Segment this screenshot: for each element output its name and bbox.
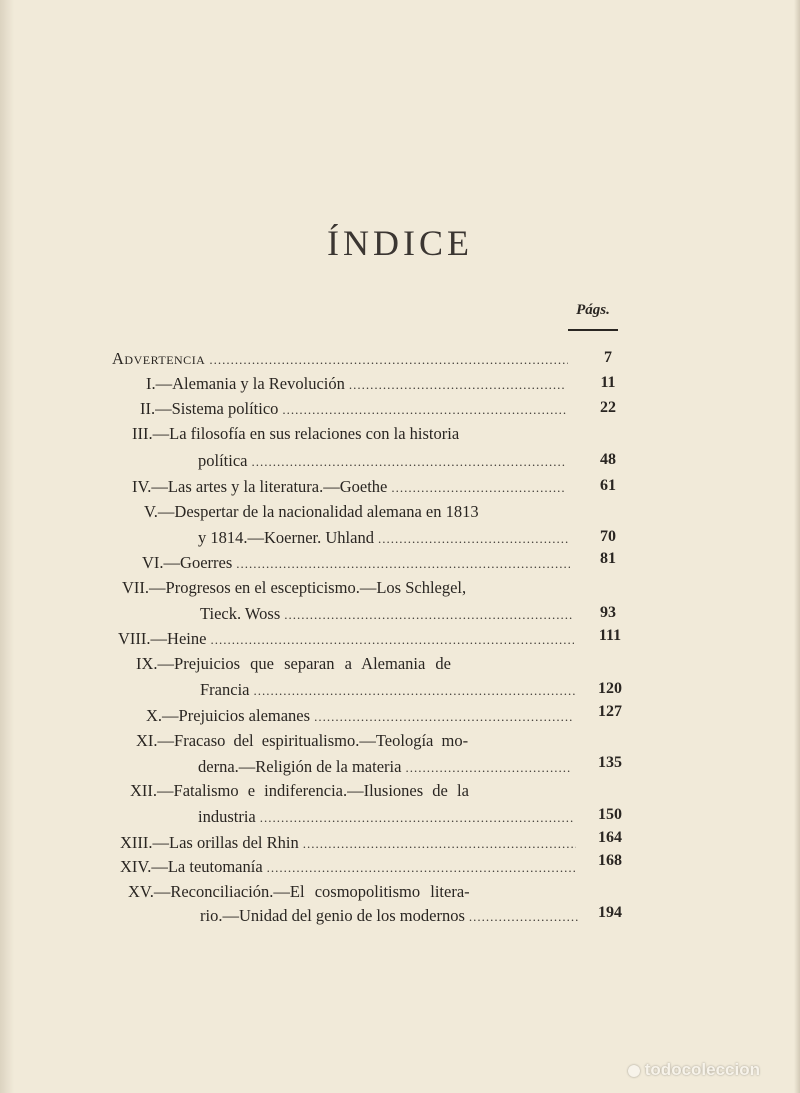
toc-entry-continuation: industria	[198, 807, 256, 826]
leader-dots	[391, 480, 566, 496]
leader-dots	[210, 632, 574, 648]
toc-entry-3	[132, 424, 577, 448]
leader-dots	[378, 531, 570, 547]
pages-column-header: Págs.	[576, 302, 610, 318]
chapter-numeral: XI.	[136, 731, 158, 750]
toc-page-number: 93	[600, 604, 616, 621]
toc-entry-1	[146, 374, 570, 398]
watermark-text: todocoleccion	[644, 1060, 760, 1079]
toc-entry-title: —La filosofía en sus relaciones con la historia	[152, 424, 460, 443]
toc-page-number: 70	[600, 528, 616, 545]
toc-entry-6	[142, 553, 574, 577]
toc-entry-title: —Goerres	[163, 553, 233, 572]
toc-entry-title: —La teutomanía	[151, 857, 263, 876]
toc-entry-4	[132, 477, 570, 501]
toc-page-number: 81	[600, 550, 616, 567]
toc-entry-title: —Alemania y la Revolución	[155, 374, 345, 393]
chapter-numeral: V.	[144, 502, 158, 521]
toc-entry-5-cont	[198, 528, 574, 552]
toc-entry-9	[136, 654, 580, 678]
toc-entry-9-cont	[200, 680, 580, 704]
toc-entry-title: —Progresos en el escepticismo.—Los Schlegel,	[149, 578, 467, 597]
toc-entry-2	[140, 399, 570, 423]
watermark-logo-icon	[628, 1065, 640, 1077]
leader-dots	[405, 760, 572, 776]
toc-entry-8	[118, 629, 578, 653]
page-title: ÍNDICE	[327, 223, 473, 263]
toc-entry-7	[122, 578, 582, 602]
toc-entry-advertencia	[112, 349, 572, 373]
leader-dots	[349, 377, 566, 393]
leader-dots	[314, 709, 574, 725]
toc-page-number: 135	[598, 754, 622, 771]
toc-page-number: 61	[600, 477, 616, 494]
toc-page-number: 164	[598, 829, 622, 846]
leader-dots	[282, 402, 566, 418]
chapter-numeral: VI.	[142, 553, 164, 572]
chapter-numeral: IX.	[136, 654, 158, 673]
chapter-numeral: XII.	[130, 781, 158, 800]
leader-dots	[469, 909, 580, 925]
leader-dots	[284, 607, 574, 623]
toc-entry-15-cont	[200, 906, 584, 930]
toc-entry-5	[144, 502, 584, 526]
toc-entry-continuation: derna.—Religión de la materia	[198, 757, 402, 776]
toc-entry-title: —Reconciliación.—El cosmopolitismo litera-	[153, 882, 470, 901]
chapter-numeral: VIII.	[118, 629, 151, 648]
toc-entry-12-cont	[198, 807, 578, 831]
chapter-numeral: XIII.	[120, 833, 153, 852]
chapter-numeral: VII.	[122, 578, 150, 597]
toc-entry-14	[120, 857, 580, 881]
chapter-numeral: II.	[140, 399, 156, 418]
toc-entry-title: —Fatalismo e indiferencia.—Ilusiones de la	[157, 781, 469, 800]
toc-page-number: 168	[598, 852, 622, 869]
toc-entry-13	[120, 833, 580, 857]
toc-entry-title: —Heine	[150, 629, 207, 648]
leader-dots	[236, 556, 570, 572]
toc-page-number: 194	[598, 904, 622, 921]
toc-entry-title: —Las orillas del Rhin	[152, 833, 299, 852]
toc-entry-title: —Prejuicios alemanes	[162, 706, 311, 725]
chapter-numeral: IV.	[132, 477, 152, 496]
toc-entry-3-cont	[198, 451, 570, 475]
toc-page-number: 150	[598, 806, 622, 823]
toc-page-number: 120	[598, 680, 622, 697]
leader-dots	[267, 860, 576, 876]
toc-page-number: 127	[598, 703, 622, 720]
toc-entry-continuation: Tieck. Woss	[200, 604, 281, 623]
toc-entry-12	[130, 781, 582, 805]
toc-entry-11	[136, 731, 586, 755]
toc-entry-continuation: rio.—Unidad del genio de los modernos	[200, 906, 465, 925]
chapter-numeral: X.	[146, 706, 163, 725]
toc-page-number: 48	[600, 451, 616, 468]
leader-dots	[303, 836, 576, 852]
toc-entry-title: —Prejuicios que separan a Alemania de	[157, 654, 451, 673]
leader-dots	[251, 454, 566, 470]
toc-entry-15	[128, 882, 588, 906]
chapter-numeral: III.	[132, 424, 153, 443]
toc-entry-title: —Despertar de la nacionalidad alemana en 1813	[157, 502, 479, 521]
watermark	[628, 1060, 760, 1080]
toc-entry-title: —Fracaso del espiritualismo.—Teología mo-	[157, 731, 469, 750]
leader-dots	[209, 352, 568, 368]
toc-entry-title: —Sistema político	[155, 399, 279, 418]
toc-entry-continuation: y 1814.—Koerner. Uhland	[198, 528, 374, 547]
leader-dots	[253, 683, 576, 699]
toc-entry-continuation: Francia	[200, 680, 250, 699]
toc-page-number: 11	[600, 374, 616, 391]
toc-page-number: 111	[598, 627, 622, 644]
leader-dots	[260, 810, 574, 826]
toc-entry-7-cont	[200, 604, 578, 628]
toc-page-number: 22	[600, 399, 616, 416]
toc-entry-10	[146, 706, 578, 730]
chapter-numeral: XIV.	[120, 857, 152, 876]
toc-entry-11-cont	[198, 757, 576, 781]
chapter-numeral: XV.	[128, 882, 154, 901]
toc-entry-continuation: política	[198, 451, 248, 470]
chapter-numeral: I.	[146, 374, 156, 393]
toc-page-number: 7	[604, 349, 612, 366]
toc-entry-title: Advertencia	[112, 349, 206, 368]
toc-entry-title: —Las artes y la literatura.—Goethe	[151, 477, 388, 496]
